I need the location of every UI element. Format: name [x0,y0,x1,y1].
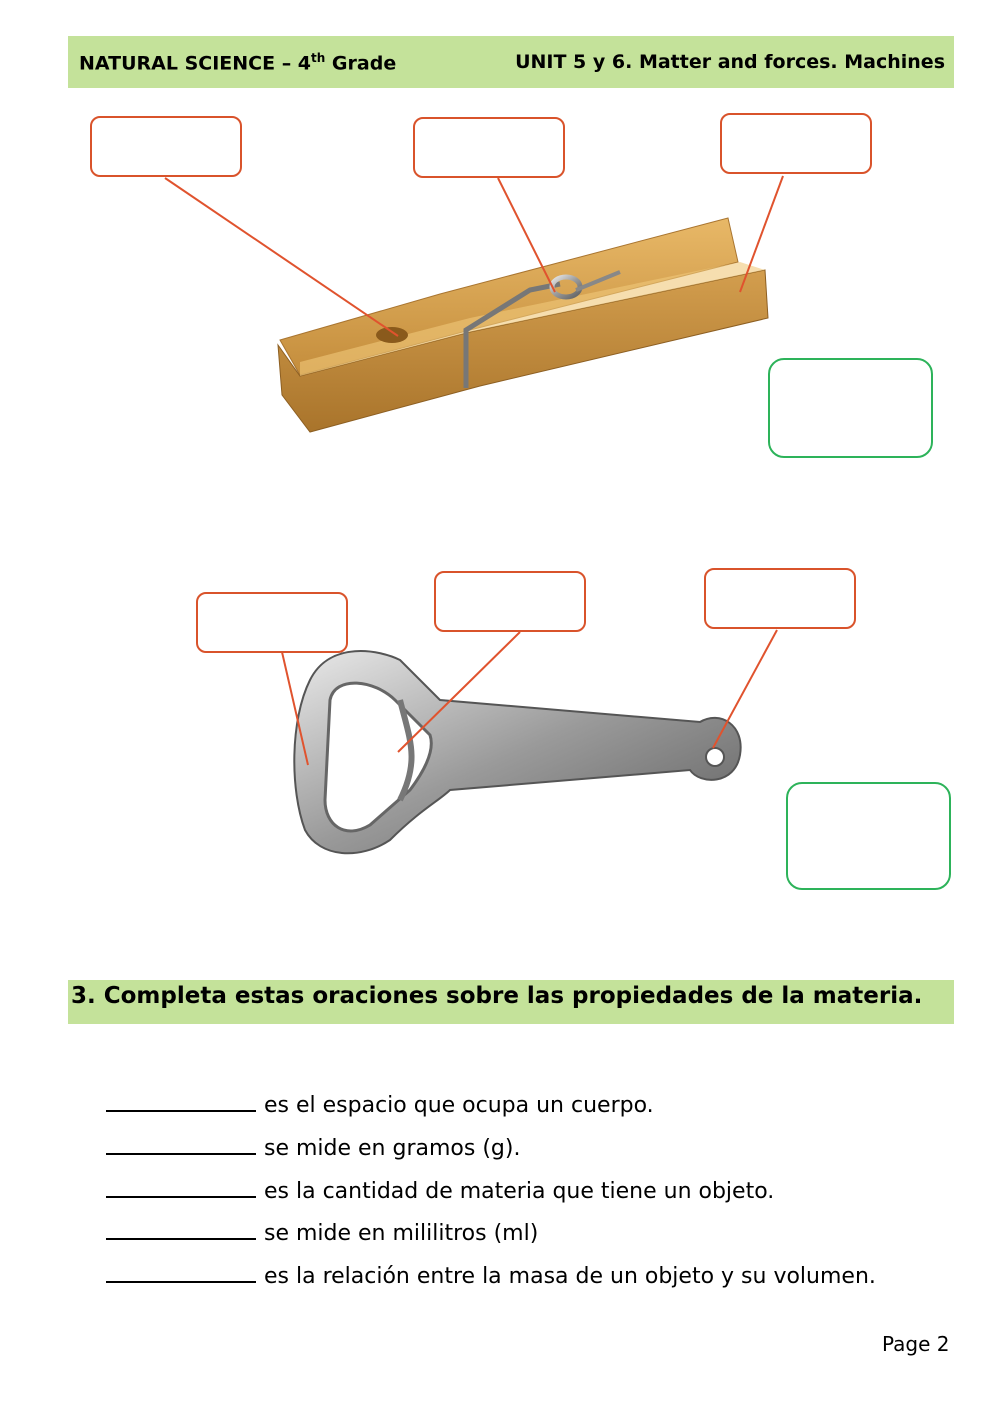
answer-blank[interactable] [106,1131,256,1155]
answer-blank[interactable] [106,1259,256,1283]
leader-line [713,630,777,748]
clothespin-label-box-3[interactable] [720,113,872,174]
answer-blank[interactable] [106,1174,256,1198]
sentence-1: es el espacio que ocupa un cuerpo. [106,1088,654,1118]
sentence-4: se mide en mililitros (ml) [106,1216,538,1246]
page-number: Page 2 [882,1332,950,1356]
section-3-title: 3. Completa estas oraciones sobre las propiedades de la materia. [71,983,923,1009]
clothespin-image [278,218,768,432]
clothespin-label-box-1[interactable] [90,116,242,177]
opener-label-box-3[interactable] [704,568,856,629]
header-unit: UNIT 5 y 6. Matter and forces. Machines [515,51,945,73]
sentence-5: es la relación entre la masa de un objeto y su volumen. [106,1259,876,1289]
opener-label-box-1[interactable] [196,592,348,653]
answer-blank[interactable] [106,1216,256,1240]
sentence-2: se mide en gramos (g). [106,1131,520,1161]
header-subject: NATURAL SCIENCE – 4th Grade [79,51,397,75]
bottle-opener-image [294,651,740,853]
sentence-3: es la cantidad de materia que tiene un objeto. [106,1174,774,1204]
clothespin-label-box-2[interactable] [413,117,565,178]
leader-line [165,178,398,336]
answer-blank[interactable] [106,1088,256,1112]
opener-answer-box[interactable] [786,782,951,890]
clothespin-answer-box[interactable] [768,358,933,458]
opener-label-box-2[interactable] [434,571,586,632]
